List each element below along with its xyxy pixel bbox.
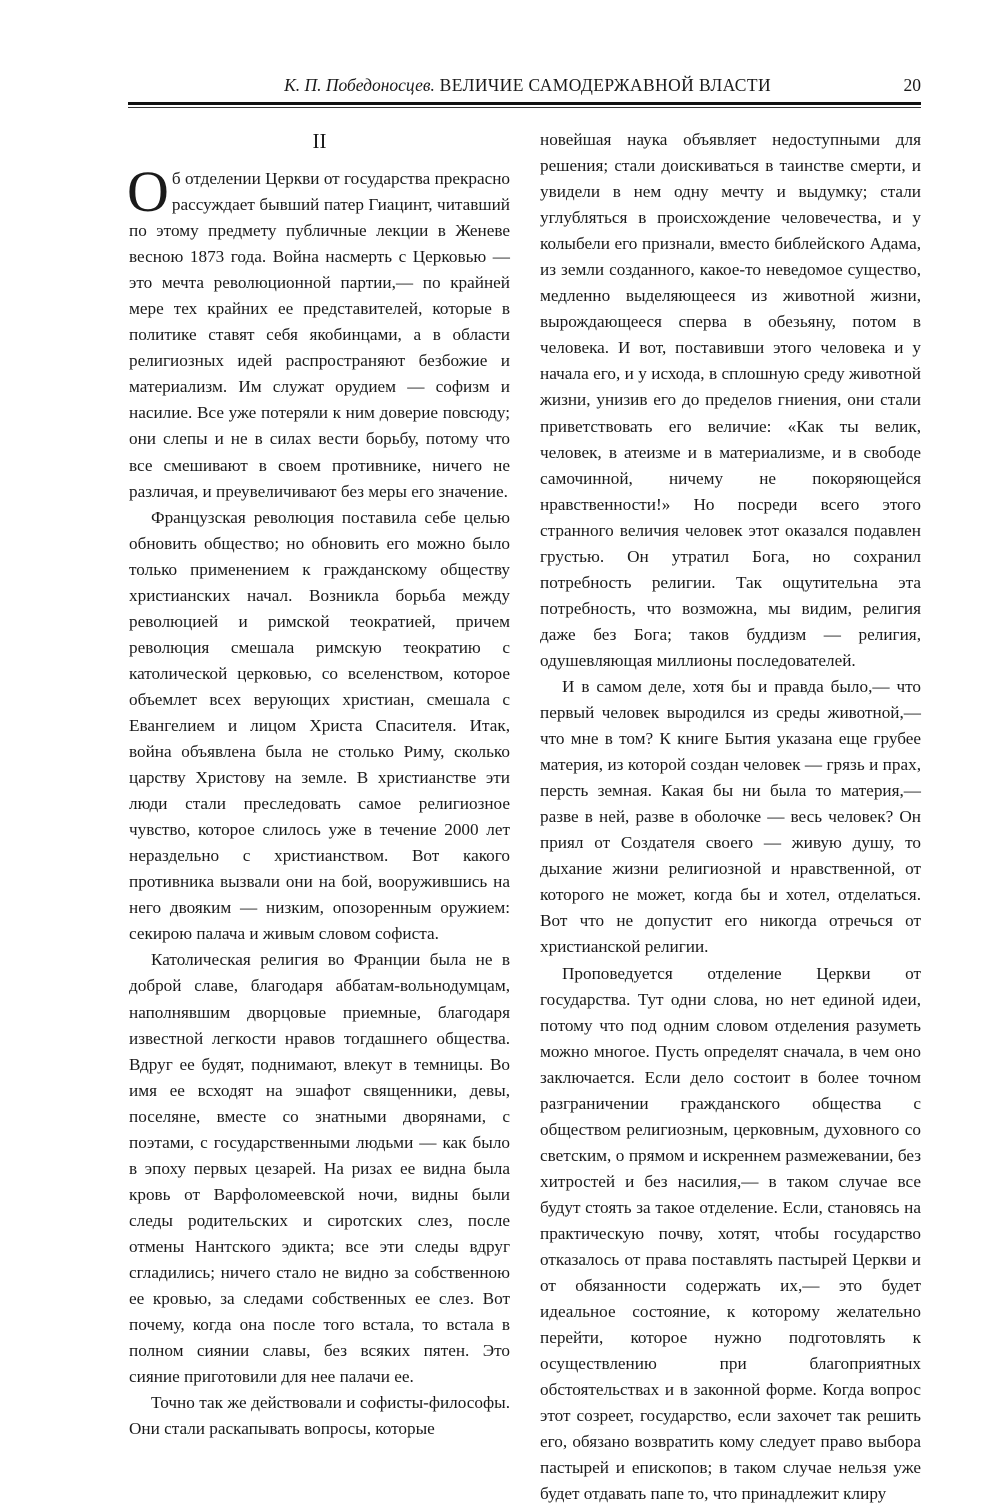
left-column bbox=[129, 166, 510, 1442]
paragraph: Французская революция поставила себе целью обновить общество; но обновить его можно было только применением к гражданскому обществу христианских начал. Возникла борьба между революцией и римской теократией, причем революция смешала римскую теократию с католической церковью, со вселенством, которое объемлет всех верующих христиан, смешала с Евангелием и лицом Христа Спасителя. Итак, война объявлена была не столько Риму, сколько царству Христову на земле. В христианстве эти люди стали преследовать самое религиозное чувство, которое слилось уже в течение 2000 лет нераздельно с христианством. Вот какого противника вызвали они на бой, вооружившись на него двояким — низким, опозоренным оружием: секирою палача и живым словом софиста. bbox=[129, 505, 510, 948]
section-number: II bbox=[129, 128, 510, 166]
right-column bbox=[540, 127, 921, 1507]
paragraph: новейшая наука объявляет недоступными для решения; стали доискиваться в таинстве смерти, и увидели в нем одну мечту и выдумку; стали углубляться в происхождение человечества, и у колыбели его признали, вместо библейского Адама, из земли созданного, какое-то неведомое существо, медленно выделяющееся из животной жизни, вырождающееся сперва в обезьяну, потом в человека. И вот, поставивши этого человека и у начала его, и у исхода, в сплошную среду животной жизни, унизив его до пределов гниения, они стали приветствовать его величие: «Как ты велик, человек, в атеизме и в материализме, и в свободе самочинной, ничему не покоряющейся нравственности!» Но посреди всего этого странного величия человек этот оказался подавлен грустью. Он утратил Бога, но сохранил потребность религии. Так ощутительна эта потребность, что возможна, мы видим, религия даже без Бога; таков буддизм — религия, одушевляющая миллионы последователей. bbox=[540, 127, 921, 674]
header-author: К. П. Победоносцев. bbox=[284, 75, 435, 95]
paragraph: Католическая религия во Франции была не в доброй славе, благодаря аббатам-вольнодумцам, наполнявшим дворцовые приемные, благодаря известной легкости нравов тогдашнего общества. Вдруг ее будят, поднимают, влекут в темницы. Во имя ее всходят на эшафот священники, девы, поселяне, вместе со знатными дворянами, с поэтами, с государственными людьми — как было в эпоху первых цезарей. На ризах ее видна была кровь от Варфоломеевской ночи, видны были следы родительских и сиротских слез, после отмены Нантского эдикта; все эти следы вдруг сгладились; ничего стало не видно за собственною ее кровью, за следами собственных ее слез. Вот почему, когда она после того встала, то встала в полном сиянии славы, без всяких пятен. Это сияние приготовили для нее палачи ее. bbox=[129, 947, 510, 1390]
paragraph: Точно так же действовали и софисты-философы. Они стали раскапывать вопросы, которые bbox=[129, 1390, 510, 1442]
header-work-title: ВЕЛИЧИЕ САМОДЕРЖАВНОЙ ВЛАСТИ bbox=[440, 75, 771, 95]
header-rule-thin bbox=[128, 107, 921, 108]
running-header bbox=[128, 70, 921, 100]
paragraph: И в самом деле, хотя бы и правда было,— что первый человек выродился из среды животной,— что мне в том? К книге Бытия указана еще грубее материя, из которой создан человек — грязь и прах, персть земная. Какая бы ни была то материя,— разве в ней, разве в оболочке — весь человек? Он приял от Создателя своего — живую душу, то дыхание жизни религиозной и нравственной, от которого не может, когда бы и хотел, отделаться. Вот что не допустит его никогда отречься от христианской религии. bbox=[540, 674, 921, 961]
page-number: 20 bbox=[904, 75, 922, 96]
header-rule-thick bbox=[128, 102, 921, 105]
drop-cap: О bbox=[127, 169, 169, 215]
paragraph-text: б отделении Церкви от государства прекрасно рассуждает бывший патер Гиацинт, читавший по этому предмету публичные лекции в Женеве весною 1873 года. Война насмерть с Церковью — это мечта революционной партии,— по крайней мере тех крайних ее представителей, которые в политике ставят себя якобинцами, а в области религиозных идей распространяют безбожие и материализм. Им служат орудием — софизм и насилие. Все уже потеряли к ним доверие повсюду; они слепы и не в силах вести борьбу, потому что все смешивают в своем противнике, ничего не различая, и преувеличивают без меры его значение. bbox=[129, 169, 510, 501]
paragraph: Проповедуется отделение Церкви от государства. Тут одни слова, но нет единой идеи, потому что под одним словом отделения разуметь можно многое. Пусть определят сначала, в чем оно заключается. Если дело состоит в более точном разграничении гражданского общества с обществом религиозным, церковным, духовного со светским, о прямом и искреннем размежевании, без хитростей и без насилия,— в таком случае все будут стоять за такое отделение. Если, становясь на практическую почву, хотят, чтобы государство отказалось от права поставлять пастырей Церкви и от обязанности содержать их,— это будет идеальное состояние, к которому желательно перейти, которое нужно подготовлять к осуществлению при благоприятных обстоятельствах и в законной форме. Когда вопрос этот созреет, государство, если захочет так решить его, обязано возвратить кому следует право выбора пастырей и епископов; в таком случае нельзя уже будет отдавать папе то, что принадлежит клиру bbox=[540, 961, 921, 1507]
header-title bbox=[284, 75, 771, 96]
paragraph bbox=[129, 166, 510, 505]
